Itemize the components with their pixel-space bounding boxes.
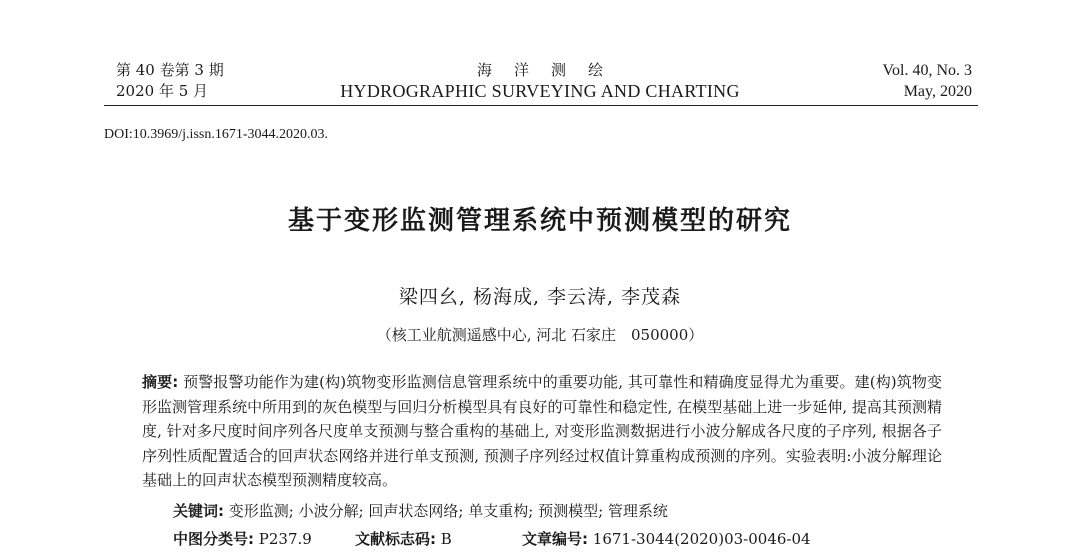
doc-code-label: 文献标志码: (355, 530, 436, 548)
volume-en: Vol. 40, No. 3 (882, 62, 972, 79)
classification-value: P237.9 (258, 530, 312, 548)
keywords-text: 变形监测; 小波分解; 回声状态网络; 单支重构; 预测模型; 管理系统 (228, 502, 668, 520)
paper-title: 基于变形监测管理系统中预测模型的研究 (287, 206, 792, 236)
affiliation: （核工业航测遥感中心, 河北 石家庄 050000） (376, 326, 704, 344)
authors: 梁四幺, 杨海成, 李云涛, 李茂森 (398, 286, 682, 308)
doi[interactable]: DOI:10.3969/j.issn.1671-3044.2020.03. (104, 127, 328, 142)
date-en: May, 2020 (903, 83, 972, 100)
journal-name-cn: 海洋测绘 (476, 61, 625, 79)
abstract-label: 摘要: (142, 373, 179, 391)
classification-number (173, 528, 312, 549)
article-number (522, 528, 811, 549)
keywords (173, 500, 668, 521)
classification-label: 中图分类号: (173, 530, 254, 548)
date-cn: 2020 年 5 月 (116, 82, 209, 100)
document-code (355, 528, 452, 549)
article-no-value: 1671-3044(2020)03-0046-04 (592, 530, 811, 548)
journal-name-en: HYDROGRAPHIC SURVEYING AND CHARTING (340, 81, 740, 101)
article-no-label: 文章编号: (522, 530, 588, 548)
volume-cn: 第 40 卷第 3 期 (116, 61, 224, 79)
volume-issue-en (883, 60, 973, 102)
abstract (142, 370, 942, 493)
abstract-text: 预警报警功能作为建(构)筑物变形监测信息管理系统中的重要功能, 其可靠性和精确度显得尤为重要。建(构)筑物变形监测管理系统中所用到的灰色模型与回归分析模型具有良好的可靠性和稳定性, 在模型基础上进一步延伸, 提高其预测精度, 针对多尺度时间序列各尺度单支预测与整合重构的基础上, 对变形监测数据进行小波分解成各尺度的子序列, 根据各子序列性质配置适合的回声状态网络并进行单支预测, 预测子序列经过权值计算重构成预测的序列。实验表明:小波分解理论基础上的回声状态模型预测精度较高。 (142, 373, 942, 489)
keywords-label: 关键词: (173, 502, 224, 520)
doc-code-value: B (440, 530, 452, 548)
header-rule (104, 105, 978, 106)
